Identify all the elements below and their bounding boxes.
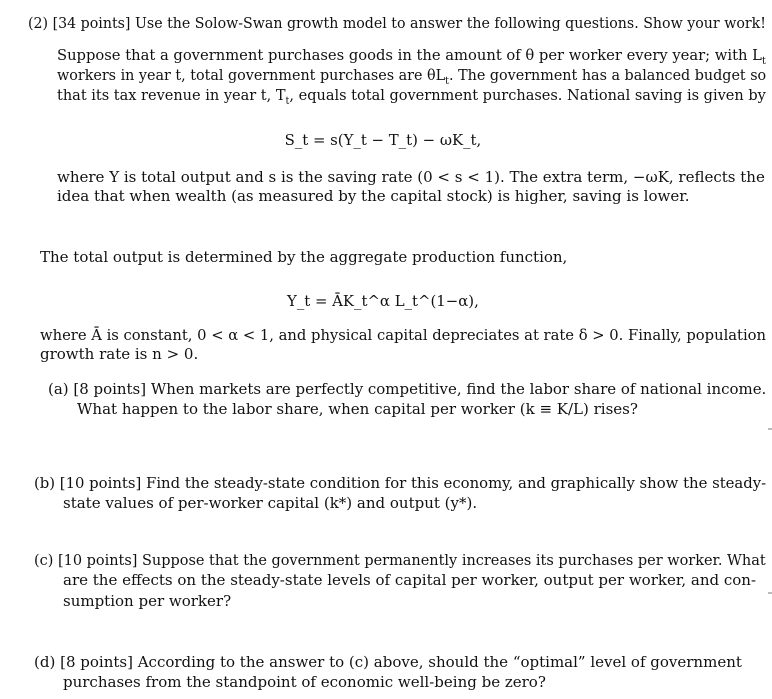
part-a-line-1: When markets are perfectly competitive, find the labor share of national income. — [150, 380, 767, 398]
edge-mark — [768, 592, 772, 594]
part-c-line-2: are the effects on the steady-state levels of capital per worker, output per worker, and con- — [63, 571, 757, 589]
saving-explanation-line-2: idea that when wealth (as measured by the capital stock) is higher, saving is lower. — [57, 187, 690, 205]
question-points: [34 points] — [52, 14, 131, 32]
production-equation: Y_t = ĀK_t^α L_t^(1−α), — [287, 292, 479, 310]
part-c-line-1: Suppose that the government permanently increases its purchases per worker. What — [142, 551, 766, 569]
production-intro: The total output is determined by the aggregate production function, — [40, 248, 568, 266]
setup-line-2: workers in year t, total government purchases are $\theta L_t$. The government has a balanced budget so — [57, 66, 767, 87]
part-b-points: [10 points] — [59, 474, 142, 492]
question-instruction: Use the Solow-Swan growth model to answer the following questions. Show your work! — [134, 14, 766, 32]
part-d-points: [8 points] — [60, 653, 133, 671]
part-b-label: (b) — [34, 474, 56, 492]
edge-mark — [768, 428, 772, 430]
setup-line-3: that its tax revenue in year t, $T_t$, equals total government purchases. National saving is given by — [57, 86, 766, 107]
production-explanation-line-1: where Ā is constant, 0 < α < 1, and physical capital depreciates at rate δ > 0. Finally, population — [40, 326, 767, 344]
part-c-points: [10 points] — [57, 551, 138, 569]
part-d-label: (d) — [34, 653, 56, 671]
part-a-label: (a) — [48, 380, 69, 398]
setup-line-1: Suppose that a government purchases goods in the amount of θ per worker every year; with $L_t$ — [57, 46, 766, 67]
part-d-line-2: purchases from the standpoint of economic well-being be zero? — [63, 673, 546, 691]
question-number: (2) — [28, 14, 49, 32]
part-a-points: [8 points] — [73, 380, 147, 398]
saving-explanation-line-1: where Y is total output and s is the saving rate (0 < s < 1). The extra term, −ωK, reflects the — [57, 168, 765, 186]
part-b-line-2: state values of per-worker capital (k*) and output (y*). — [63, 494, 478, 512]
part-d-line-1: According to the answer to (c) above, should the “optimal” level of government — [137, 653, 742, 671]
production-explanation-line-2: growth rate is n > 0. — [40, 345, 199, 363]
part-b-line-1: Find the steady-state condition for this economy, and graphically show the steady- — [146, 474, 767, 492]
saving-equation: S_t = s(Y_t − T_t) − ωK_t, — [284, 131, 482, 149]
part-c-label: (c) — [34, 551, 54, 569]
part-c-line-3: sumption per worker? — [63, 592, 232, 610]
question-header — [28, 14, 766, 33]
part-a-line-2: What happen to the labor share, when capital per worker (k ≡ K/L) rises? — [77, 400, 638, 418]
